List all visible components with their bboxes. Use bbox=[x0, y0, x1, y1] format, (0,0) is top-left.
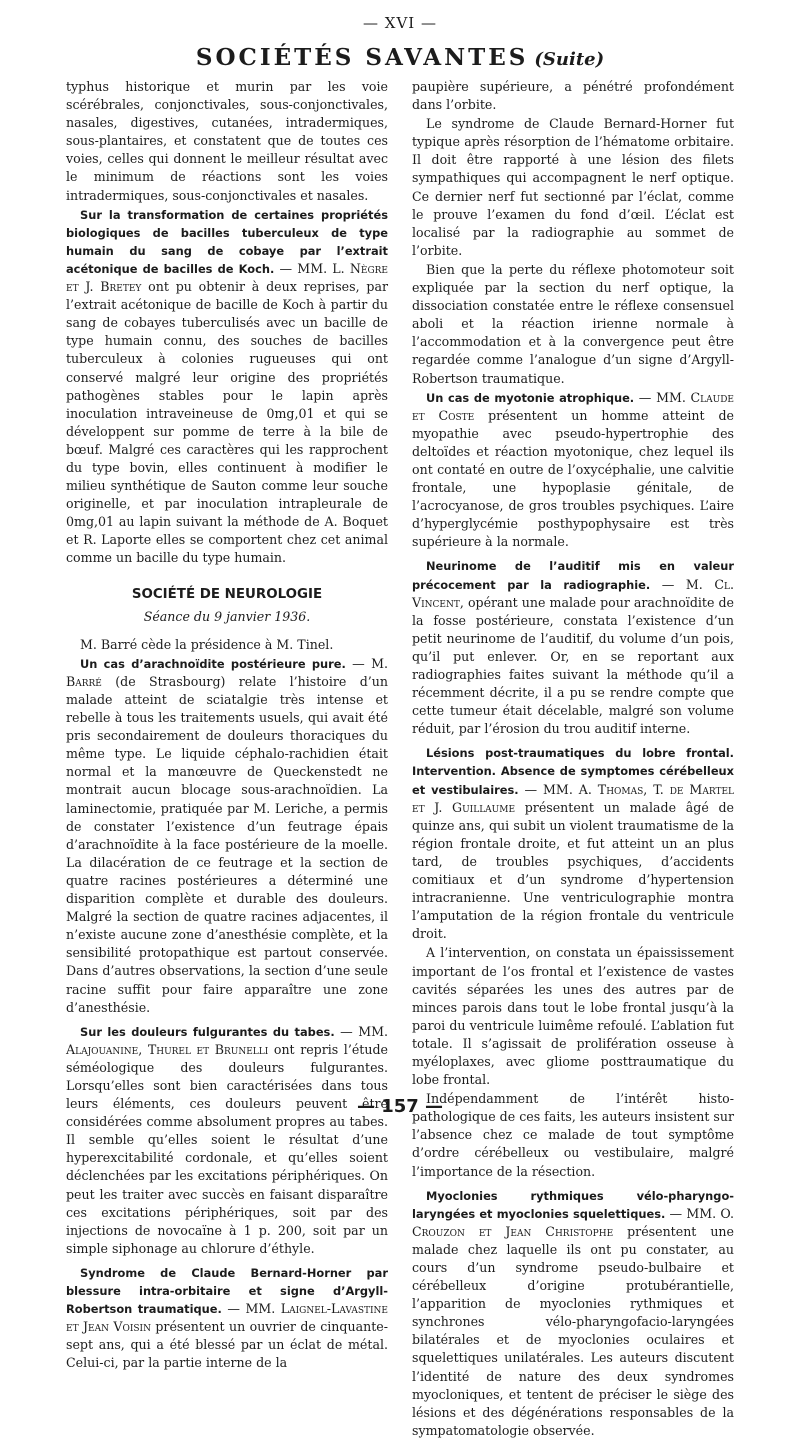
abstract-body: ont pu obtenir à deux reprises, par l’extrait acétonique de bacille de Koch à partir du sang de cobayes tuberculisés avec un bacille de type humain connu, des souches de bacilles tuberculeux à colonies rugueuses qui ont conservé malgré leur origine des propriétés pathogènes stables pour le lapin après inoculation intraveineuse de 0mg,01 et qui se développent sur pomme de terre à la bile de bœuf. Malgré ces caractères qui les rapprochent du type bovin, elles continuent à modifier le milieu synthétique de Sauton comme leur souche originelle, et par inoculation intrapleurale de 0mg,01 au lapin suivant la méthode de A. Boquet et R. Laporte elles se comportent chez cet animal comme un bacille du type humain. bbox=[66, 279, 388, 566]
abstract-title: Syndrome de Claude Bernard-Horner par blessure intra-orbitaire et signe d’Argyll-Robertson traumatique. bbox=[66, 1265, 388, 1317]
abstract-title: Un cas d’arachnoïdite postérieure pure. bbox=[80, 656, 346, 671]
abstract-authors: MM. Alajouanine, Thurel et Brunelli bbox=[66, 1023, 388, 1057]
abstract-title: Neurinome de l’auditif mis en valeur précocement par la radiographie. bbox=[412, 559, 734, 592]
left-column bbox=[66, 78, 388, 1373]
abstract-title: Lésions post-traumatiques du lobre frontal. Intervention. Absence de symptomes cérébelleux et vestibulaires. bbox=[412, 746, 734, 797]
abstract-paragraph: Neurinome de l’auditif mis en valeur précocement par la radiographie. — M. Cl. Vincent, opérant une malade pour arachnoïdite de la fosse postérieure, constata l’existence d’un petit neurinome de l’auditif, du volume d’un pois, qu’il put enlever. Or, en se reportant aux radiographies faites suivant la méthode qu’il a récemment décrite, il a pu se rendre compte que cette tumeur était décelable, malgré son volume réduit, par l’érosion du trou auditif interne. bbox=[412, 559, 734, 737]
abstract-authors: MM. L. Nègre et J. Bretey bbox=[66, 260, 388, 295]
right-column bbox=[412, 78, 734, 1441]
top-page-number: — XVI — bbox=[363, 14, 437, 32]
abstract-paragraph: Myoclonies rythmiques vélo-pharyngo-laryngées et myoclonies squelettiques. — MM. O. Crouzon et Jean Christophe présentent une malade chez laquelle ils ont pu constater, au cours d’un syndrome pseudo-bulbaire et cérébelleux d’origine protubérantielle, l’apparition de myoclonies rythmiques et synchrones vélo-pharyngofacio-laryngées bilatérales et de myoclonies oculaires et squelettiques unilatérales. Les auteurs discutent l’identité de nature des deux syndromes myocloniques, et tentent de préciser le siège des lésions et des dégénérations responsables de la sympatomatologie observée. bbox=[412, 1188, 735, 1438]
paragraph: paupière supérieure, a pénétré profondément dans l’orbite. bbox=[412, 79, 734, 113]
paragraph: Indépendamment de l’intérêt histo-pathologique de ces faits, les auteurs insistent sur l’absence chez ce malade de tout symptôme d’ordre cérébelleux ou vestibulaire, malgré l’importance de la résection. bbox=[412, 1091, 734, 1179]
section-title: SOCIÉTÉ DE NEUROLOGIE bbox=[131, 586, 323, 602]
header-title: SOCIÉTÉS SAVANTES bbox=[195, 44, 529, 71]
abstract-authors: MM. A. Thomas, T. de Martel et J. Guillaume bbox=[412, 781, 734, 815]
page-header bbox=[0, 44, 800, 71]
abstract-authors: M. Barré bbox=[66, 655, 388, 689]
abstract-paragraph: Sur les douleurs fulgurantes du tabes. — MM. Alajouanine, Thurel et Brunelli ont repris l’étude séméologique des douleurs fulgurantes. Lorsqu’elles sont bien caractérisées dans tous leurs éléments, ces douleurs peuvent être considérées comme absolument propres au tabes. Il semble qu’elles soient le résultat d’une hyperexcitabilité cordonale, et qu’elles soient déclenchées par les excitations périphériques. On peut les traiter avec succès en faisant disparaître ces excitations périphériques, soit par des injections de novocaïne à 1 p. 200, soit par un simple siphonage au chlorure d’éthyle. bbox=[66, 1023, 388, 1256]
abstract-body: présentent un homme atteint de myopathie avec pseudo-hypertrophie des deltoïdes et réaction myotonique, chez lequel ils ont contaté en outre de l’oxycéphalie, une calvitie frontale, une hypoplasie génitale, de l’acrocyanose, de gros troubles psychiques. L’aire d’hyperglycémie posthypophysaire est très supérieure à la normale. bbox=[412, 407, 734, 550]
abstract-body: opérant une malade pour arachnoïdite de la fosse postérieure, constata l’existence d’un petit neurinome de l’auditif, du volume d’un pois, qu’il put enlever. Or, en se reportant aux radiographies faites suivant la méthode qu’il a récemment décrite, il a pu se rendre compte que cette tumeur était décelable, malgré son volume réduit, par l’érosion du trou auditif interne. bbox=[412, 594, 734, 737]
abstract-paragraph: Un cas d’arachnoïdite postérieure pure. — M. Barré (de Strasbourg) relate l’histoire d’un malade atteint de sciatalgie très intense et rebelle à tous les traitements usuels, qui avait été pris secondairement de douleurs thoraciques du même type. Le liquide céphalo-rachidien était normal et la manœuvre de Queckenstedt ne montrait aucun blocage sous-arachnoïdien. La laminectomie, pratiquée par M. Leriche, a permis de constater l’existence d’un feutrage épais d’arachnoïdite à la face postérieure de la moelle. La dilacération de ce feutrage et la section de quatre racines postérieures a déterminé une disparition complète et durable des douleurs. Malgré la section de quatre racines adjacentes, il n’existe aucune zone d’anesthésie complète, et la sensibilité protopathique est partout conservée. Dans d’autres observations, la section d’une seule racine suffit pour faire apparaître une zone d’anesthésie. bbox=[66, 655, 388, 1015]
abstract-body: présentent un malade âgé de quinze ans, qui subit un violent traumatisme de la région frontale droite, et fut atteint un an plus tard, de troubles psychiques, d’accidents comitiaux et d’un syndrome d’hypertension intracranienne. Une ventriculographie montra l’amputation de la région frontale du ventricule droit. bbox=[412, 799, 734, 942]
abstract-paragraph: Syndrome de Claude Bernard-Horner par blessure intra-orbitaire et signe d’Argyll-Robertson traumatique. — MM. Laignel-Lavastine et Jean Voisin présentent un ouvrier de cinquante-sept ans, qui a été blessé par un éclat de métal. Celui-ci, par la partie interne de la bbox=[66, 1265, 388, 1371]
abstract-authors: MM. Laignel-Lavastine et Jean Voisin bbox=[66, 1301, 388, 1335]
abstract-title: Un cas de myotonie atrophique. bbox=[426, 390, 635, 405]
bottom-page-number: — 157 — bbox=[356, 1096, 444, 1117]
header-suffix: (Suite) bbox=[534, 49, 605, 70]
paragraph: Le syndrome de Claude Bernard-Horner fut typique après résorption de l’hématome orbitaire. Il doit être rapporté à une lésion des filets sympathiques qui accompagnent le nerf optique. Ce dernier nerf fut sectionné par l’éclat, comme le prouve l’examen du fond d’œil. L’éclat est localisé par la radiographie au sommet de l’orbite. bbox=[412, 116, 734, 258]
section-date: Séance du 9 janvier 1936. bbox=[143, 608, 311, 624]
abstract-title: Myoclonies rythmiques vélo-pharyngo-laryngées et myoclonies squelettiques. bbox=[412, 1188, 734, 1221]
paragraph: typhus historique et murin par les voie scérébrales, conjonctivales, sous-conjonctivales, nasales, digestives, cutanées, intradermiques, sous-plantaires, et constatent que de toutes ces voies, celles qui donnent le meilleur résultat avec le minimum de réactions sont les voies intradermiques, sous-conjonctivales et nasales. bbox=[66, 79, 388, 203]
paragraph: M. Barré cède la présidence à M. Tinel. bbox=[80, 636, 334, 652]
abstract-authors: MM. O. Crouzon et Jean Christophe bbox=[412, 1205, 735, 1239]
abstract-authors: MM. Claude et Coste bbox=[412, 389, 734, 423]
abstract-body: ont repris l’étude séméologique des douleurs fulgurantes. Lorsqu’elles sont bien caractérisées dans tous leurs éléments, ces douleurs peuvent être considérées comme absolument propres au tabes. Il semble qu’elles soient le résultat d’une hyperexcitabilité cordonale, et qu’elles soient déclenchées par les excitations périphériques. On peut les traiter avec succès en faisant disparaître ces excitations périphériques, soit par des injections de novocaïne à 1 p. 200, soit par un simple siphonage au chlorure d’éthyle. bbox=[66, 1041, 388, 1256]
abstract-authors: M. Cl. Vincent, bbox=[412, 576, 734, 610]
abstract-title: Sur les douleurs fulgurantes du tabes. bbox=[80, 1024, 335, 1039]
abstract-paragraph: Sur la transformation de certaines propriétés biologiques de bacilles tuberculeux de type humain du sang de cobaye par l’extrait acétonique de bacilles de Koch. — MM. L. Nègre et J. Bretey ont pu obtenir à deux reprises, par l’extrait acétonique de bacille de Koch à partir du sang de cobayes tuberculisés avec un bacille de type humain connu, des souches de bacilles tuberculeux à colonies rugueuses qui ont conservé malgré leur origine des propriétés pathogènes stables pour le lapin après inoculation intraveineuse de 0mg,01 et qui se développent sur pomme de terre à la bile de bœuf. Malgré ces caractères qui les rapprochent du type bovin, elles continuent à modifier le milieu synthétique de Sauton comme leur souche originelle, et par inoculation intrapleurale de 0mg,01 au lapin suivant la méthode de A. Boquet et R. Laporte elles se comportent chez cet animal comme un bacille du type humain. bbox=[66, 207, 388, 566]
paragraph: A l’intervention, on constata un épaississement important de l’os frontal et l’existence de vastes cavités séparées les unes des autres par de minces parois dans tout le lobe frontal jusqu’à la paroi du ventricule luimême refoulé. L’ablation fut totale. Il s’agissait de prolifération osseuse à myéloplaxes, avec gliome posttraumatique du lobe frontal. bbox=[412, 945, 734, 1088]
abstract-body: présentent un ouvrier de cinquante-sept ans, qui a été blessé par un éclat de métal. Celui-ci, par la partie interne de la bbox=[66, 1319, 388, 1371]
abstract-paragraph: Un cas de myotonie atrophique. — MM. Claude et Coste présentent un homme atteint de myopathie avec pseudo-hypertrophie des deltoïdes et réaction myotonique, chez lequel ils ont contaté en outre de l’oxycéphalie, une calvitie frontale, une hypoplasie génitale, de l’acrocyanose, de gros troubles psychiques. L’aire d’hyperglycémie posthypophysaire est très supérieure à la normale. bbox=[412, 389, 734, 550]
abstract-body: présentent une malade chez laquelle ils ont pu constater, au cours d’un syndrome pseudo-bulbaire et cérébelleux d’origine protubérantielle, l’apparition de myoclonies rythmiques et synchrones vélo-pharyngofacio-laryngées bilatérales et de myoclonies oculaires et squelettiques unilatérales. Les auteurs discutent l’identité de nature des deux syndromes myocloniques, et tentent de préciser le siège des lésions et des dégénérations responsables de la sympatomatologie observée. bbox=[412, 1223, 735, 1438]
abstract-paragraph: Lésions post-traumatiques du lobre frontal. Intervention. Absence de symptomes cérébelleux et vestibulaires. — MM. A. Thomas, T. de Martel et J. Guillaume présentent un malade âgé de quinze ans, qui subit un violent traumatisme de la région frontale droite, et fut atteint un an plus tard, de troubles psychiques, d’accidents comitiaux et d’un syndrome d’hypertension intracranienne. Une ventriculographie montra l’amputation de la région frontale du ventricule droit. bbox=[412, 746, 734, 942]
abstract-title: Sur la transformation de certaines propriétés biologiques de bacilles tuberculeux de type humain du sang de cobaye par l’extrait acétonique de bacilles de Koch. bbox=[66, 207, 388, 276]
paragraph: Bien que la perte du réflexe photomoteur soit expliquée par la section du nerf optique, la dissociation constatée entre le réflexe consensuel aboli et la réaction irienne normale à l’accommodation et à la convergence peut être regardée comme l’analogue d’un signe d’Argyll-Robertson traumatique. bbox=[412, 261, 734, 386]
abstract-body: (de Strasbourg) relate l’histoire d’un malade atteint de sciatalgie très intense et rebelle à tous les traitements usuels, qui avait été pris secondairement de douleurs thoraciques du même type. Le liquide céphalo-rachidien était normal et la manœuvre de Queckenstedt ne montrait aucun blocage sous-arachnoïdien. La laminectomie, pratiquée par M. Leriche, a permis de constater l’existence d’un feutrage épais d’arachnoïdite à la face postérieure de la moelle. La dilacération de ce feutrage et la section de quatre racines postérieures a déterminé une disparition complète et durable des douleurs. Malgré la section de quatre racines adjacentes, il n’existe aucune zone d’anesthésie complète, et la sensibilité protopathique est partout conservée. Dans d’autres observations, la section d’une seule racine suffit pour faire apparaître une zone d’anesthésie. bbox=[66, 673, 388, 1015]
